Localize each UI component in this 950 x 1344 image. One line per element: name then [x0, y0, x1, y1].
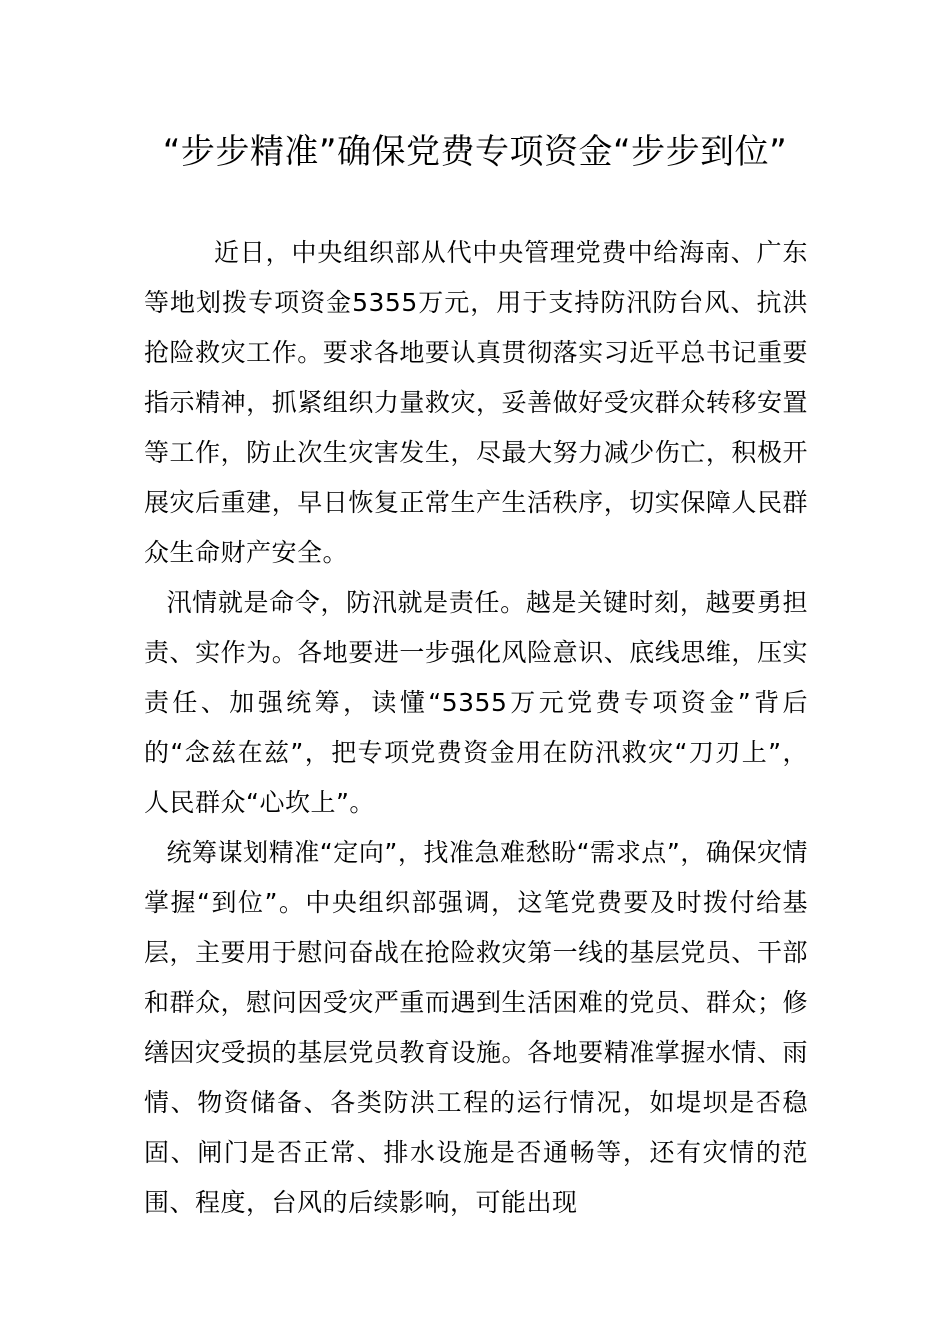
paragraph-3: 统筹谋划精准“定向”，找准急难愁盼“需求点”，确保灾情掌握“到位”。中央组织部强调，这笔党费要及时拨付给基层，主要用于慰问奋战在抢险救灾第一线的基层党员、干部和群众，慰问因受灾严重而遇到生活困难的党员、群众；修缮因灾受损的基层党员教育设施。各地要精准掌握水情、雨情、物资储备、各类防洪工程的运行情况，如堤坝是否稳固、闸门是否正常、排水设施是否通畅等，还有灾情的范围、程度，台风的后续影响，可能出现 [144, 838, 808, 1217]
document-title: “步步精准”确保党费专项资金“步步到位” [162, 132, 788, 172]
document-body [144, 228, 808, 1228]
paragraph-2: 汛情就是命令，防汛就是责任。越是关键时刻，越要勇担责、实作为。各地要进一步强化风险意识、底线思维，压实责任、加强统筹，读懂“5355万元党费专项资金”背后的“念兹在兹”，把专项党费资金用在防汛救灾“刀刃上”，人民群众“心坎上”。 [144, 588, 808, 817]
paragraph-1: 近日，中央组织部从代中央管理党费中给海南、广东等地划拨专项资金5355万元，用于支持防汛防台风、抗洪抢险救灾工作。要求各地要认真贯彻落实习近平总书记重要指示精神，抓紧组织力量救灾，妥善做好受灾群众转移安置等工作，防止次生灾害发生，尽最大努力减少伤亡，积极开展灾后重建，早日恢复正常生产生活秩序，切实保障人民群众生命财产安全。 [144, 238, 808, 567]
